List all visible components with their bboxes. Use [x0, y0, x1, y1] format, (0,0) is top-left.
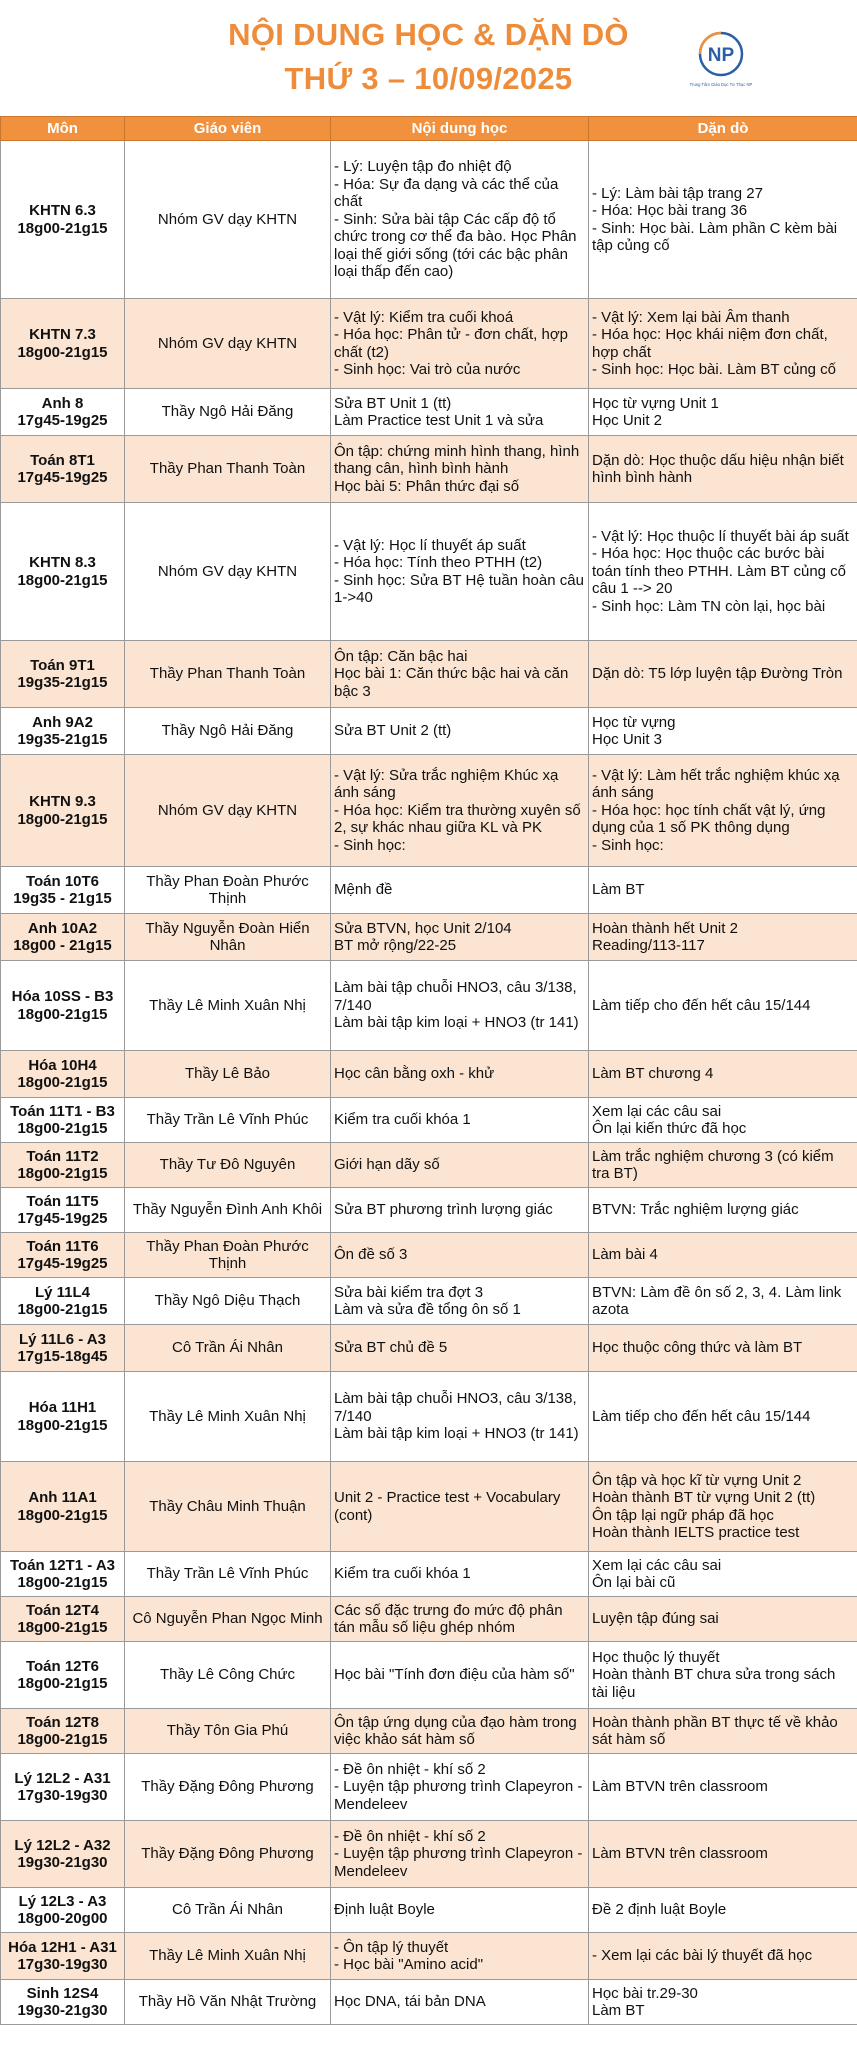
- table-row: [1, 1098, 857, 1143]
- subject-cell: Toán 12T4 18g00-21g15: [1, 1597, 125, 1642]
- table-row: [1, 1709, 857, 1754]
- homework-cell: Làm BT chương 4: [589, 1051, 857, 1098]
- table-row: [1, 1642, 857, 1709]
- homework-cell: Làm tiếp cho đến hết câu 15/144: [589, 961, 857, 1051]
- content-cell: Giới hạn dãy số: [331, 1143, 589, 1188]
- homework-cell: Học bài tr.29-30 Làm BT: [589, 1980, 857, 2025]
- teacher-cell: Thầy Nguyễn Đình Anh Khôi: [125, 1188, 331, 1233]
- teacher-cell: Thầy Lê Bảo: [125, 1051, 331, 1098]
- table-row: [1, 914, 857, 961]
- teacher-cell: Thầy Trần Lê Vĩnh Phúc: [125, 1098, 331, 1143]
- table-row: [1, 1933, 857, 1980]
- subject-cell: Hóa 10H4 18g00-21g15: [1, 1051, 125, 1098]
- content-cell: - Đề ôn nhiệt - khí số 2 - Luyện tập phương trình Clapeyron - Mendeleev: [331, 1754, 589, 1821]
- content-cell: Làm bài tập chuỗi HNO3, câu 3/138, 7/140 Làm bài tập kim loại + HNO3 (tr 141): [331, 1372, 589, 1462]
- teacher-cell: Thầy Phan Đoàn Phước Thịnh: [125, 1233, 331, 1278]
- content-cell: - Vật lý: Sửa trắc nghiệm Khúc xạ ánh sáng - Hóa học: Kiểm tra thường xuyên số 2, sự khác nhau giữa KL và PK - Sinh học:: [331, 755, 589, 867]
- content-cell: Học bài "Tính đơn điệu của hàm số": [331, 1642, 589, 1709]
- content-cell: Định luật Boyle: [331, 1888, 589, 1933]
- homework-cell: Xem lại các câu sai Ôn lại bài cũ: [589, 1552, 857, 1597]
- subject-cell: Hóa 12H1 - A31 17g30-19g30: [1, 1933, 125, 1980]
- content-cell: Sửa bài kiểm tra đợt 3 Làm và sửa đề tổng ôn số 1: [331, 1278, 589, 1325]
- table-row: [1, 1821, 857, 1888]
- homework-cell: Ôn tập và học kĩ từ vựng Unit 2 Hoàn thành BT từ vựng Unit 2 (tt) Ôn tập lại ngữ pháp đã học Hoàn thành IELTS practice test: [589, 1462, 857, 1552]
- teacher-cell: Thầy Phan Đoàn Phước Thịnh: [125, 867, 331, 914]
- table-row: [1, 1597, 857, 1642]
- logo-text: NP: [707, 45, 735, 66]
- teacher-cell: Thầy Phan Thanh Toàn: [125, 641, 331, 708]
- content-cell: - Đề ôn nhiệt - khí số 2 - Luyện tập phương trình Clapeyron - Mendeleev: [331, 1821, 589, 1888]
- content-cell: Các số đặc trưng đo mức độ phân tán mẫu số liệu ghép nhóm: [331, 1597, 589, 1642]
- table-row: [1, 1278, 857, 1325]
- subject-cell: Lý 12L2 - A31 17g30-19g30: [1, 1754, 125, 1821]
- column-header-content: Nội dung học: [331, 117, 589, 141]
- homework-cell: Hoàn thành hết Unit 2 Reading/113-117: [589, 914, 857, 961]
- content-cell: - Vật lý: Kiểm tra cuối khoá - Hóa học: Phân tử - đơn chất, hợp chất (t2) - Sinh học: Vai trò của nước: [331, 299, 589, 389]
- table-row: [1, 641, 857, 708]
- subject-cell: Lý 11L4 18g00-21g15: [1, 1278, 125, 1325]
- subject-cell: Toán 11T2 18g00-21g15: [1, 1143, 125, 1188]
- homework-cell: Dặn dò: T5 lớp luyện tập Đường Tròn: [589, 641, 857, 708]
- subject-cell: Toán 9T1 19g35-21g15: [1, 641, 125, 708]
- content-cell: Ôn tập ứng dụng của đạo hàm trong việc khảo sát hàm số: [331, 1709, 589, 1754]
- table-row: [1, 503, 857, 641]
- subject-cell: KHTN 7.3 18g00-21g15: [1, 299, 125, 389]
- homework-cell: Làm trắc nghiệm chương 3 (có kiểm tra BT): [589, 1143, 857, 1188]
- teacher-cell: Thầy Châu Minh Thuận: [125, 1462, 331, 1552]
- table-row: [1, 1888, 857, 1933]
- teacher-cell: Thầy Đặng Đông Phương: [125, 1821, 331, 1888]
- content-cell: Mệnh đề: [331, 867, 589, 914]
- table-row: [1, 299, 857, 389]
- page-date: THỨ 3 – 10/09/2025: [284, 61, 573, 96]
- subject-cell: Toán 11T5 17g45-19g25: [1, 1188, 125, 1233]
- content-cell: Unit 2 - Practice test + Vocabulary (cont): [331, 1462, 589, 1552]
- homework-cell: BTVN: Trắc nghiệm lượng giác: [589, 1188, 857, 1233]
- subject-cell: Anh 9A2 19g35-21g15: [1, 708, 125, 755]
- table-row: [1, 1188, 857, 1233]
- table-header-row: [1, 117, 857, 141]
- homework-cell: Học từ vựng Học Unit 3: [589, 708, 857, 755]
- teacher-cell: Thầy Hồ Văn Nhật Trường: [125, 1980, 331, 2025]
- table-row: [1, 1462, 857, 1552]
- content-cell: - Vật lý: Học lí thuyết áp suất - Hóa học: Tính theo PTHH (t2) - Sinh học: Sửa BT Hệ tuần hoàn câu 1->40: [331, 503, 589, 641]
- subject-cell: Toán 12T1 - A3 18g00-21g15: [1, 1552, 125, 1597]
- homework-cell: Làm BT: [589, 867, 857, 914]
- table-row: [1, 755, 857, 867]
- teacher-cell: Nhóm GV dạy KHTN: [125, 503, 331, 641]
- teacher-cell: Cô Trần Ái Nhân: [125, 1325, 331, 1372]
- subject-cell: Anh 8 17g45-19g25: [1, 389, 125, 436]
- teacher-cell: Thầy Tư Đô Nguyên: [125, 1143, 331, 1188]
- content-cell: Học DNA, tái bản DNA: [331, 1980, 589, 2025]
- subject-cell: Lý 11L6 - A3 17g15-18g45: [1, 1325, 125, 1372]
- column-header-subject: Môn: [1, 117, 125, 141]
- np-logo: [683, 28, 759, 90]
- homework-cell: Dặn dò: Học thuộc dấu hiệu nhận biết hình bình hành: [589, 436, 857, 503]
- content-cell: Ôn tập: Căn bậc hai Học bài 1: Căn thức bậc hai và căn bậc 3: [331, 641, 589, 708]
- content-cell: Làm bài tập chuỗi HNO3, câu 3/138, 7/140 Làm bài tập kim loại + HNO3 (tr 141): [331, 961, 589, 1051]
- table-row: [1, 1233, 857, 1278]
- teacher-cell: Thầy Đặng Đông Phương: [125, 1754, 331, 1821]
- table-row: [1, 1754, 857, 1821]
- table-row: [1, 1051, 857, 1098]
- subject-cell: KHTN 6.3 18g00-21g15: [1, 141, 125, 299]
- teacher-cell: Thầy Phan Thanh Toàn: [125, 436, 331, 503]
- homework-cell: - Xem lại các bài lý thuyết đã học: [589, 1933, 857, 1980]
- subject-cell: Toán 12T6 18g00-21g15: [1, 1642, 125, 1709]
- teacher-cell: Nhóm GV dạy KHTN: [125, 299, 331, 389]
- table-row: [1, 1325, 857, 1372]
- table-row: [1, 436, 857, 503]
- table-row: [1, 867, 857, 914]
- subject-cell: Lý 12L2 - A32 19g30-21g30: [1, 1821, 125, 1888]
- content-cell: Kiểm tra cuối khóa 1: [331, 1098, 589, 1143]
- content-cell: Sửa BT Unit 2 (tt): [331, 708, 589, 755]
- teacher-cell: Nhóm GV dạy KHTN: [125, 755, 331, 867]
- content-cell: Sửa BT phương trình lượng giác: [331, 1188, 589, 1233]
- subject-cell: Toán 8T1 17g45-19g25: [1, 436, 125, 503]
- subject-cell: Anh 10A2 18g00 - 21g15: [1, 914, 125, 961]
- teacher-cell: Thầy Ngô Hải Đăng: [125, 389, 331, 436]
- content-cell: Ôn đề số 3: [331, 1233, 589, 1278]
- homework-cell: Làm tiếp cho đến hết câu 15/144: [589, 1372, 857, 1462]
- content-cell: Học cân bằng oxh - khử: [331, 1051, 589, 1098]
- homework-cell: BTVN: Làm đề ôn số 2, 3, 4. Làm link azota: [589, 1278, 857, 1325]
- teacher-cell: Thầy Lê Minh Xuân Nhị: [125, 961, 331, 1051]
- table-row: [1, 1552, 857, 1597]
- teacher-cell: Thầy Lê Công Chức: [125, 1642, 331, 1709]
- homework-cell: - Vật lý: Làm hết trắc nghiệm khúc xạ ánh sáng - Hóa học: học tính chất vật lý, ứng dụng của 1 số PK thông dụng - Sinh học:: [589, 755, 857, 867]
- table-row: [1, 1980, 857, 2025]
- homework-cell: Luyện tập đúng sai: [589, 1597, 857, 1642]
- content-cell: - Ôn tập lý thuyết - Học bài "Amino acid": [331, 1933, 589, 1980]
- homework-cell: Xem lại các câu sai Ôn lại kiến thức đã học: [589, 1098, 857, 1143]
- content-cell: Sửa BTVN, học Unit 2/104 BT mở rộng/22-25: [331, 914, 589, 961]
- homework-cell: Làm BTVN trên classroom: [589, 1754, 857, 1821]
- homework-cell: - Lý: Làm bài tập trang 27 - Hóa: Học bài trang 36 - Sinh: Học bài. Làm phần C kèm bài tập củng cố: [589, 141, 857, 299]
- teacher-cell: Thầy Tôn Gia Phú: [125, 1709, 331, 1754]
- content-cell: Ôn tập: chứng minh hình thang, hình thang cân, hình bình hành Học bài 5: Phân thức đại số: [331, 436, 589, 503]
- teacher-cell: Thầy Nguyễn Đoàn Hiển Nhân: [125, 914, 331, 961]
- subject-cell: KHTN 8.3 18g00-21g15: [1, 503, 125, 641]
- table-row: [1, 961, 857, 1051]
- table-row: [1, 1372, 857, 1462]
- subject-cell: Sinh 12S4 19g30-21g30: [1, 1980, 125, 2025]
- schedule-table: [0, 116, 857, 2025]
- logo-caption: Trung Tâm Giáo Dục Tư Thục NP: [689, 82, 753, 87]
- teacher-cell: Cô Trần Ái Nhân: [125, 1888, 331, 1933]
- subject-cell: Hóa 11H1 18g00-21g15: [1, 1372, 125, 1462]
- table-row: [1, 389, 857, 436]
- teacher-cell: Thầy Lê Minh Xuân Nhị: [125, 1933, 331, 1980]
- teacher-cell: Cô Nguyễn Phan Ngọc Minh: [125, 1597, 331, 1642]
- homework-cell: Đề 2 định luật Boyle: [589, 1888, 857, 1933]
- column-header-homework: Dặn dò: [589, 117, 857, 141]
- page-header: [0, 0, 857, 116]
- content-cell: Kiểm tra cuối khóa 1: [331, 1552, 589, 1597]
- table-row: [1, 1143, 857, 1188]
- subject-cell: Toán 11T1 - B3 18g00-21g15: [1, 1098, 125, 1143]
- column-header-teacher: Giáo viên: [125, 117, 331, 141]
- content-cell: - Lý: Luyện tập đo nhiệt độ - Hóa: Sự đa dạng và các thể của chất - Sinh: Sửa bài tập Các cấp độ tổ chức trong cơ thể đa bào. Học Phân loại thế giới sống (tới các bậc phân loại thấp đến cao): [331, 141, 589, 299]
- homework-cell: Học thuộc công thức và làm BT: [589, 1325, 857, 1372]
- subject-cell: Lý 12L3 - A3 18g00-20g00: [1, 1888, 125, 1933]
- content-cell: Sửa BT Unit 1 (tt) Làm Practice test Unit 1 và sửa: [331, 389, 589, 436]
- teacher-cell: Thầy Trần Lê Vĩnh Phúc: [125, 1552, 331, 1597]
- table-row: [1, 708, 857, 755]
- subject-cell: KHTN 9.3 18g00-21g15: [1, 755, 125, 867]
- teacher-cell: Thầy Ngô Diệu Thạch: [125, 1278, 331, 1325]
- subject-cell: Toán 12T8 18g00-21g15: [1, 1709, 125, 1754]
- homework-cell: Học từ vựng Unit 1 Học Unit 2: [589, 389, 857, 436]
- subject-cell: Hóa 10SS - B3 18g00-21g15: [1, 961, 125, 1051]
- homework-cell: Học thuộc lý thuyết Hoàn thành BT chưa sửa trong sách tài liệu: [589, 1642, 857, 1709]
- homework-cell: - Vật lý: Học thuộc lí thuyết bài áp suất - Hóa học: Học thuộc các bước bài toán tính theo PTHH. Làm BT củng cố câu 1 --> 20 - Sinh học: Làm TN còn lại, học bài: [589, 503, 857, 641]
- teacher-cell: Thầy Lê Minh Xuân Nhị: [125, 1372, 331, 1462]
- subject-cell: Toán 10T6 19g35 - 21g15: [1, 867, 125, 914]
- subject-cell: Anh 11A1 18g00-21g15: [1, 1462, 125, 1552]
- content-cell: Sửa BT chủ đề 5: [331, 1325, 589, 1372]
- homework-cell: Hoàn thành phần BT thực tế về khảo sát hàm số: [589, 1709, 857, 1754]
- homework-cell: - Vật lý: Xem lại bài Âm thanh - Hóa học: Học khái niệm đơn chất, hợp chất - Sinh học: Học bài. Làm BT củng cố: [589, 299, 857, 389]
- subject-cell: Toán 11T6 17g45-19g25: [1, 1233, 125, 1278]
- page-title: NỘI DUNG HỌC & DẶN DÒ: [228, 17, 629, 52]
- table-row: [1, 141, 857, 299]
- teacher-cell: Thầy Ngô Hải Đăng: [125, 708, 331, 755]
- teacher-cell: Nhóm GV dạy KHTN: [125, 141, 331, 299]
- homework-cell: Làm BTVN trên classroom: [589, 1821, 857, 1888]
- homework-cell: Làm bài 4: [589, 1233, 857, 1278]
